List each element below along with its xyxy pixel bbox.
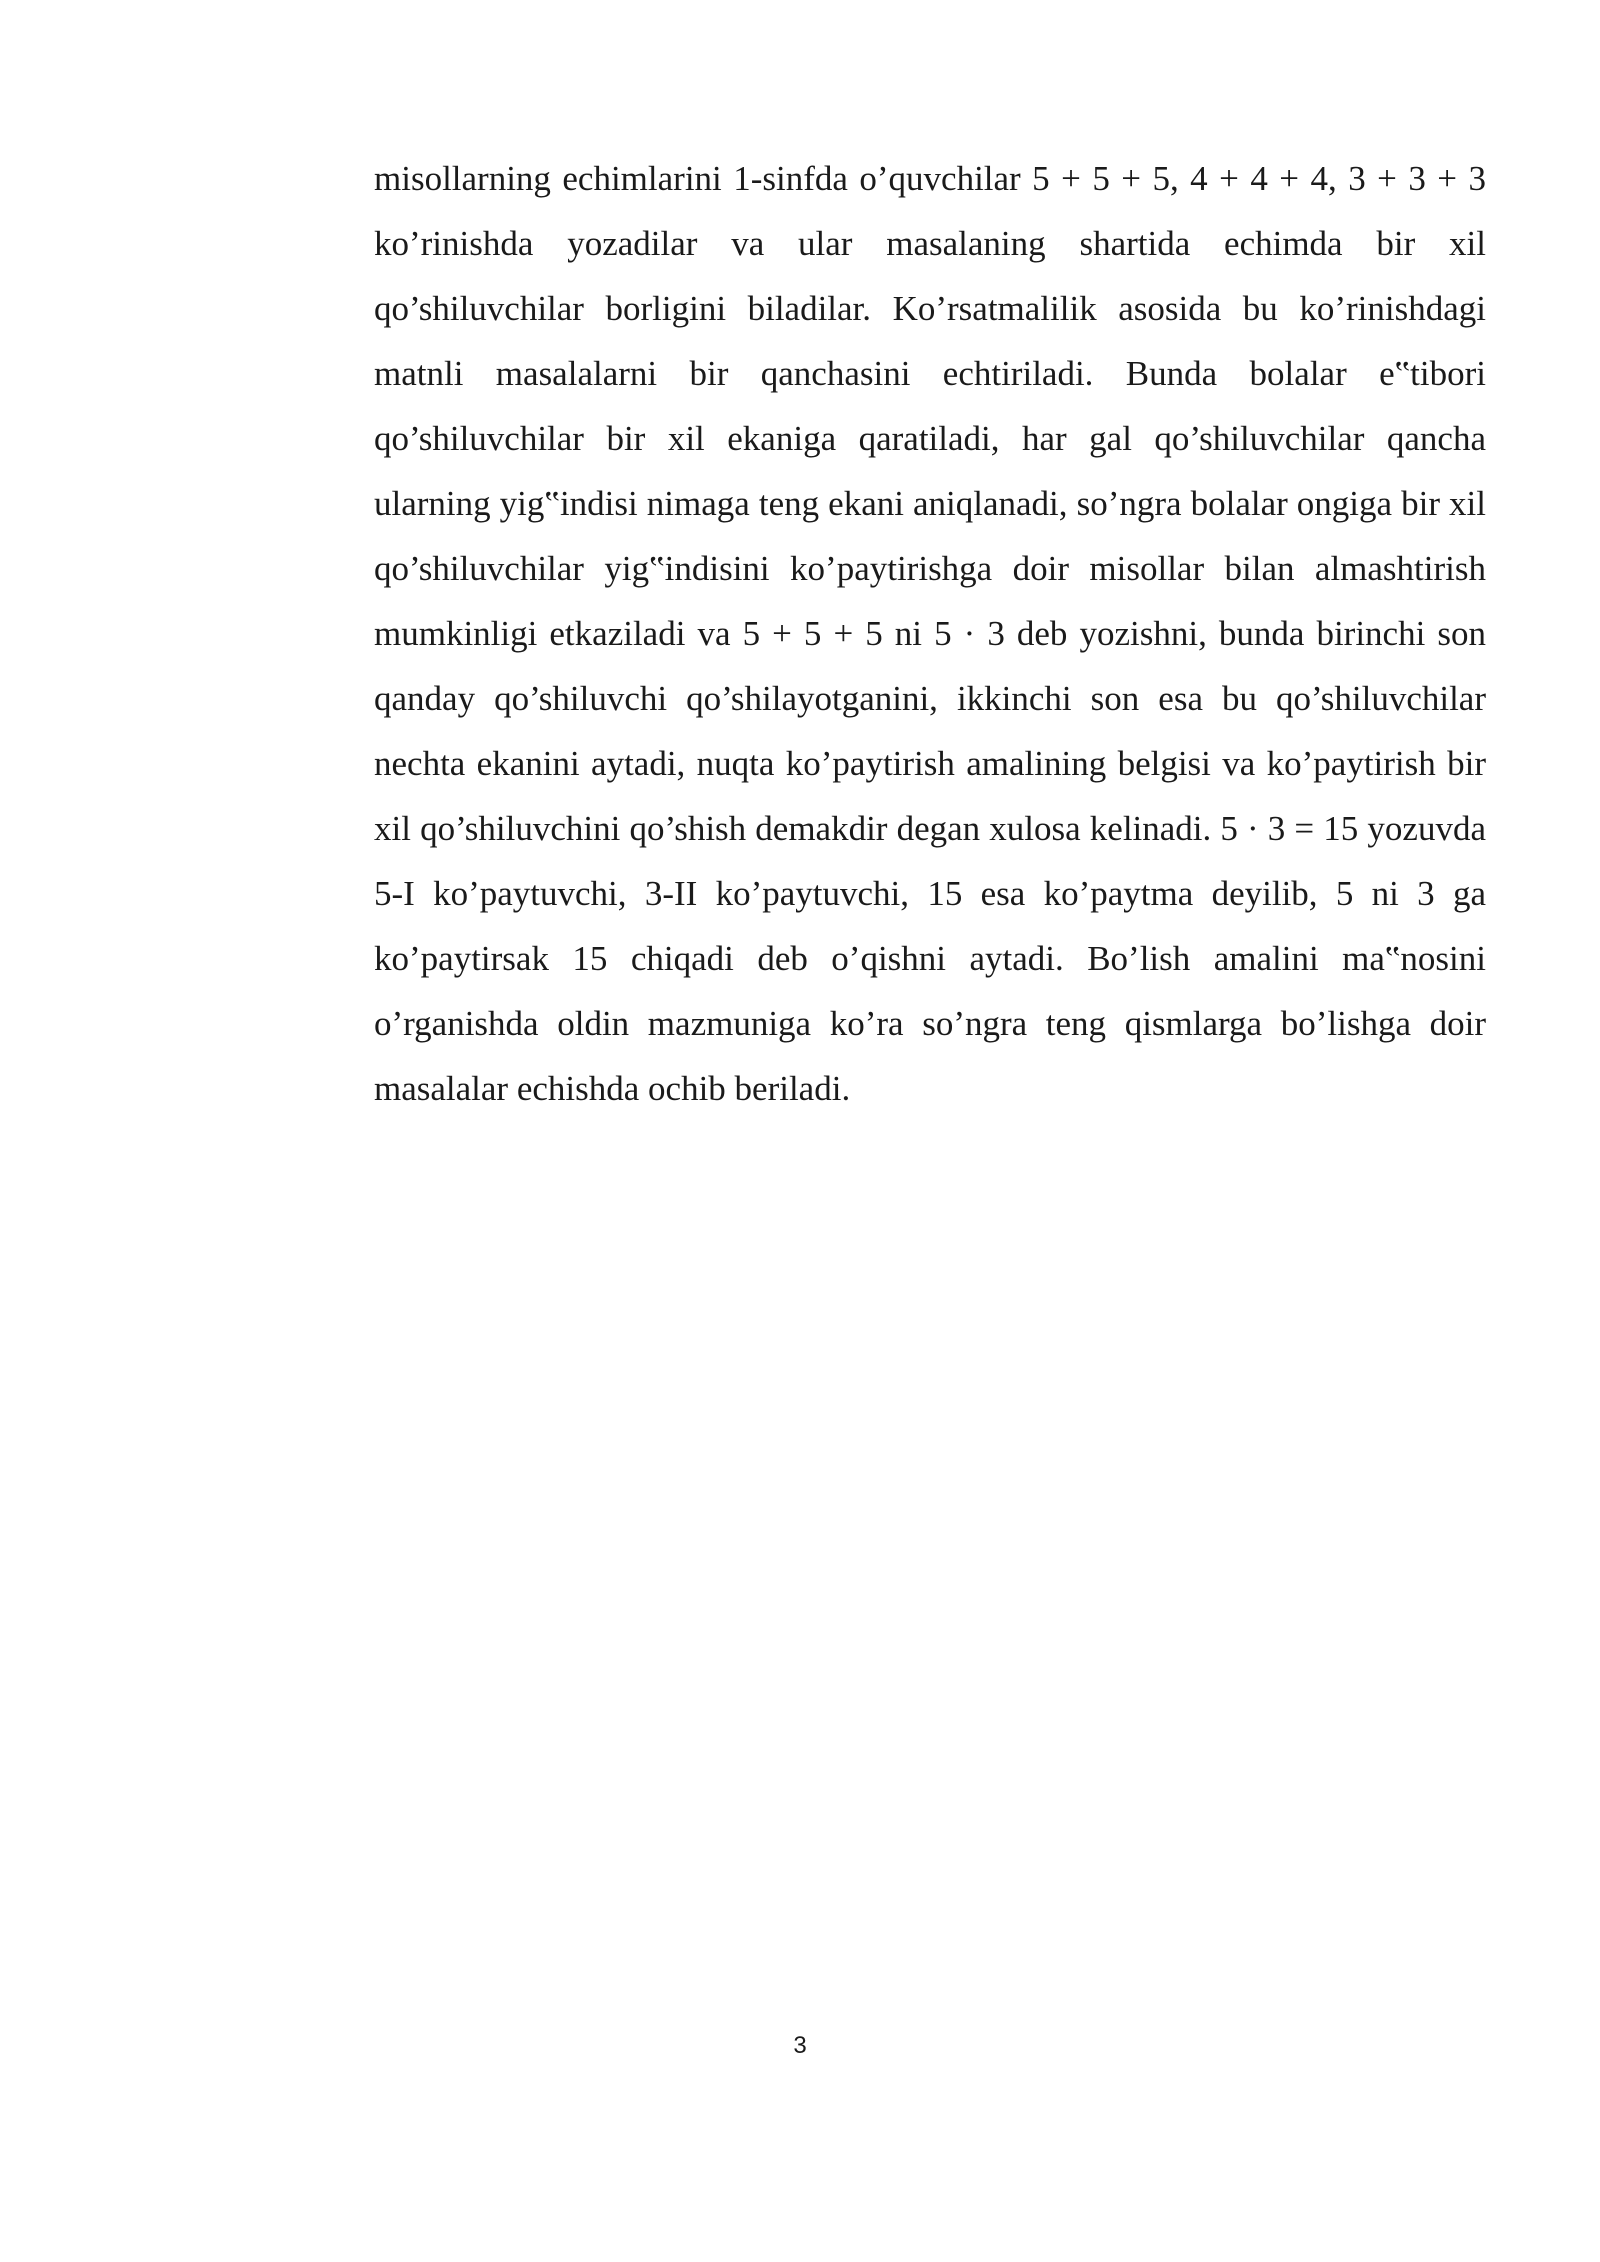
body-paragraph: misollarning echimlarini 1-sinfda o’quvchilar 5 + 5 + 5, 4 + 4 + 4, 3 + 3 + 3 ko’rinishda yozadilar va ular masalaning shartida echimda bir xil qo’shiluvchilar borligini biladilar. Ko’rsatmalilik asosida bu ko’rinishdagi matnli masalalarni bir qanchasini echtiriladi. Bunda bolalar e‟tibori qo’shiluvchilar bir xil ekaniga qaratiladi, har gal qo’shiluvchilar qancha ularning yig‟indisi nimaga teng ekani aniqlanadi, so’ngra bolalar ongiga bir xil qo’shiluvchilar yig‟indisini ko’paytirishga doir misollar bilan almashtirish mumkinligi etkaziladi va 5 + 5 + 5 ni 5 · 3 deb yozishni, bunda birinchi son qanday qo’shiluvchi qo’shilayotganini, ikkinchi son esa bu qo’shiluvchilar nechta ekanini aytadi, nuqta ko’paytirish amalining belgisi va ko’paytirish bir xil qo’shiluvchini qo’shish demakdir degan xulosa kelinadi. 5 · 3 = 15 yozuvda 5-I ko’paytuvchi, 3-II ko’paytuvchi, 15 esa ko’paytma deyilib, 5 ni 3 ga ko’paytirsak 15 chiqadi deb o’qishni aytadi. Bo’lish amalini ma‟nosini o’rganishda oldin mazmuniga ko’ra so’ngra teng qismlarga bo’lishga doir masalalar echishda ochib beriladi.	[374, 159, 1486, 1108]
page-number: 3	[793, 2032, 807, 2059]
